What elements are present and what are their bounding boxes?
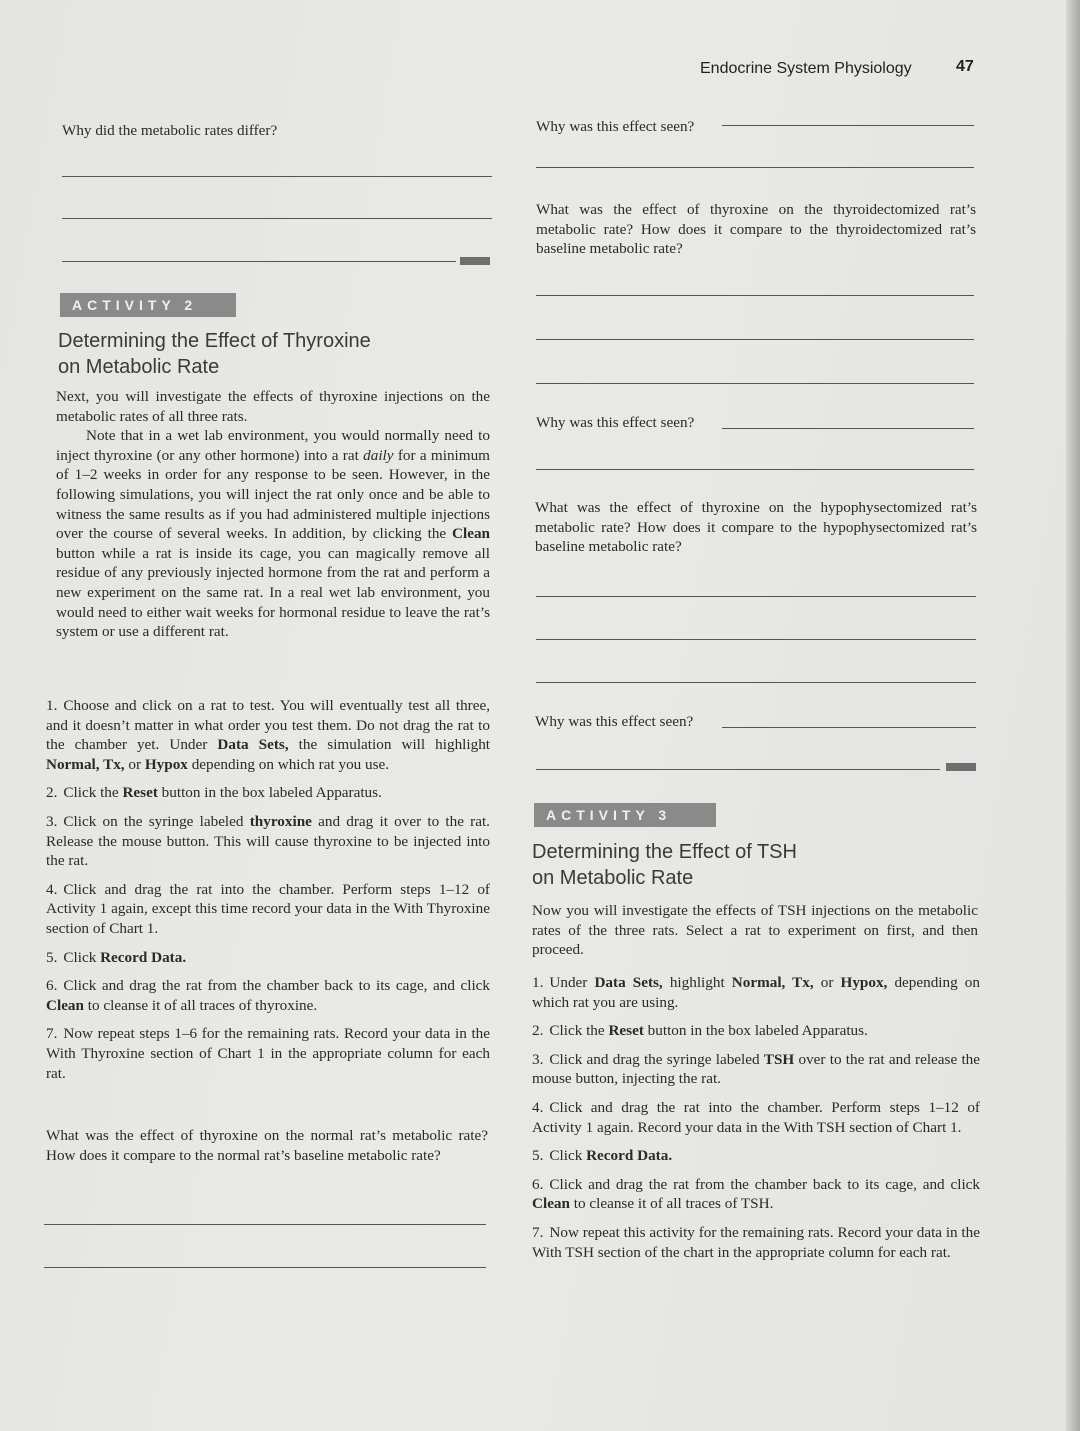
activity-2-title-line1: Determining the Effect of Thyroxine — [58, 330, 371, 352]
step-text: Click and drag the rat from the chamber back to its cage, and click — [549, 1175, 980, 1193]
step-bold: Normal, Tx, — [731, 974, 814, 991]
step-text: the simulation will highlight — [288, 736, 491, 754]
answer-line — [536, 167, 974, 168]
activity-2-title-line2: on Metabolic Rate — [58, 356, 220, 378]
activity-2-intro: Next, you will investigate the effects of thyroxine injections on the metabolic rates of all three rats. — [56, 388, 490, 425]
answer-line — [44, 1267, 486, 1268]
step-item — [532, 1021, 980, 1041]
answer-line — [44, 1224, 486, 1225]
step-text: or — [124, 755, 145, 773]
step-text: Click — [63, 948, 101, 966]
step-text: Click — [549, 1147, 587, 1165]
step-text: Choose and click on a rat to test. You will eventually test all three, and it doesn’t matter in what order you test them. Do not drag the rat to the chamber yet. Under — [46, 697, 490, 754]
step-bold: Clean — [46, 996, 84, 1014]
question-text: What was the effect of thyroxine on the hypophysectomized rat’s metabolic rate? How does it compare to the hypophysectomized rat’s baseline metabolic rate? — [535, 499, 977, 556]
step-bold: Reset — [608, 1022, 644, 1040]
step-number: 6. — [46, 977, 58, 995]
question-why-effect-1: Why was this effect seen? — [536, 118, 695, 135]
step-text: Under — [549, 974, 595, 991]
activity-3-intro — [532, 901, 978, 960]
step-text: and drag it over to the rat. Release the mouse button. This will cause thyroxine to be injected into the rat. — [46, 812, 490, 870]
answer-line — [62, 218, 492, 219]
step-text: button in the box labeled Apparatus. — [643, 1022, 868, 1040]
step-bold: Data Sets, — [594, 974, 663, 991]
step-text: highlight — [662, 974, 732, 991]
question-normal-rat — [46, 1126, 488, 1165]
step-text: Click and drag the rat into the chamber. Perform steps 1–12 of Activity 1 again. Record your data in the With TSH section of Chart 1. — [532, 1098, 980, 1136]
step-item — [532, 973, 980, 1012]
activity-2-note — [56, 426, 490, 642]
step-item — [46, 880, 490, 939]
step-text: to cleanse it of all traces of thyroxine. — [83, 996, 318, 1014]
answer-line — [536, 769, 940, 770]
step-item — [532, 1146, 980, 1166]
question-text: What was the effect of thyroxine on the thyroidectomized rat’s metabolic rate? How does it compare to the thyroidectomized rat’s baseline metabolic rate? — [536, 201, 976, 258]
step-text: depending on which rat you are using. — [532, 974, 980, 1011]
step-bold: Hypox, — [840, 974, 888, 991]
step-text: or — [813, 974, 841, 991]
step-text: over to the rat and release the mouse button, injecting the rat. — [532, 1050, 980, 1088]
step-bold: Record Data. — [586, 1147, 673, 1165]
note-emphasis: daily — [363, 446, 394, 464]
answer-line — [722, 727, 976, 728]
running-header: Endocrine System Physiology — [700, 60, 912, 77]
step-number: 7. — [46, 1025, 58, 1043]
answer-line — [536, 295, 974, 296]
step-bold: Reset — [122, 784, 158, 802]
activity-3-title-line1: Determining the Effect of TSH — [532, 841, 797, 863]
step-item — [532, 1223, 980, 1262]
step-item — [532, 1098, 980, 1137]
intro-text: Now you will investigate the effects of TSH injections on the metabolic rates of the three rats. Select a rat to experiment on first, and then proceed. — [532, 902, 978, 959]
step-bold: Hypox — [144, 755, 188, 773]
end-marker — [460, 257, 490, 265]
question-why-effect-2: Why was this effect seen? — [536, 414, 695, 431]
step-bold: Normal, Tx, — [46, 755, 125, 773]
page-edge — [1066, 0, 1080, 1431]
step-number: 6. — [532, 1175, 544, 1193]
step-bold: Clean — [532, 1195, 570, 1213]
step-text: Click the — [63, 784, 123, 802]
activity-3-label: ACTIVITY 3 — [534, 803, 716, 827]
activity-2-steps — [46, 696, 490, 1092]
question-metabolic-differ: Why did the metabolic rates differ? — [62, 122, 278, 139]
answer-line — [536, 596, 976, 597]
answer-line — [536, 639, 976, 640]
step-text: Click the — [549, 1022, 609, 1040]
activity-3-title — [532, 839, 797, 891]
activity-2-title — [58, 328, 371, 380]
activity-3-steps — [532, 973, 980, 1271]
step-item — [46, 696, 490, 774]
step-item — [532, 1050, 980, 1089]
step-number: 5. — [532, 1147, 544, 1165]
step-text: depending on which rat you use. — [187, 755, 390, 773]
step-item — [46, 976, 490, 1015]
step-item — [46, 948, 490, 968]
step-text: Click on the syringe labeled — [63, 812, 250, 830]
answer-line — [722, 125, 974, 126]
step-number: 1. — [532, 974, 544, 991]
step-text: Click and drag the rat from the chamber back to its cage, and click — [63, 977, 490, 995]
step-number: 4. — [46, 880, 58, 898]
step-bold: Record Data. — [100, 948, 187, 966]
step-number: 4. — [532, 1098, 544, 1116]
step-bold: TSH — [763, 1050, 795, 1068]
question-why-effect-3: Why was this effect seen? — [535, 713, 694, 730]
step-bold: Data Sets, — [217, 736, 289, 754]
answer-line — [62, 176, 492, 177]
step-number: 1. — [46, 697, 58, 714]
step-bold: thyroxine — [249, 812, 312, 830]
step-number: 3. — [532, 1050, 544, 1068]
step-text: Click and drag the syringe labeled — [549, 1050, 764, 1068]
activity-2-label: ACTIVITY 2 — [60, 293, 236, 317]
question-hypophysectomized — [535, 498, 977, 557]
question-text: What was the effect of thyroxine on the normal rat’s metabolic rate? How does it compare to the normal rat’s baseline metabolic rate? — [46, 1127, 488, 1164]
step-item — [46, 783, 490, 803]
step-text: to cleanse it of all traces of TSH. — [569, 1195, 774, 1213]
step-number: 2. — [46, 784, 58, 802]
answer-line — [722, 428, 974, 429]
activity-3-title-line2: on Metabolic Rate — [532, 867, 694, 889]
step-number: 3. — [46, 812, 58, 830]
step-item — [46, 812, 490, 871]
note-text: button while a rat is inside its cage, you can magically remove all residue of any previously injected hormone from the rat and perform a new experiment on the same rat. In a real wet lab environment, you would need to either wait weeks for hormonal residue to leave the rat’s system or use a different rat. — [56, 544, 490, 641]
answer-line — [536, 339, 974, 340]
note-text: Note that in a wet lab environment, you would normally need to inject thyroxine (or any other hormone) into a rat — [56, 427, 490, 464]
step-item — [532, 1175, 980, 1214]
step-number: 2. — [532, 1022, 544, 1040]
step-text: Click and drag the rat into the chamber. Perform steps 1–12 of Activity 1 again, except this time record your data in the With Thyroxine section of Chart 1. — [46, 880, 490, 937]
answer-line — [536, 469, 974, 470]
answer-line — [536, 383, 974, 384]
step-item — [46, 1024, 490, 1083]
activity-2-body — [56, 387, 490, 642]
answer-line — [536, 682, 976, 683]
answer-line — [62, 261, 456, 262]
note-bold: Clean — [452, 525, 490, 543]
step-number: 7. — [532, 1223, 544, 1241]
step-text: button in the box labeled Apparatus. — [157, 784, 382, 802]
note-text: for a minimum of 1–2 weeks in order for any response to be seen. However, in the following simulations, you will inject the rat only once and be able to witness the same results as if you had administered multiple injections over the course of several weeks. In addition, by clicking the — [56, 446, 490, 543]
question-thyroidectomized — [536, 200, 976, 259]
end-marker — [946, 763, 976, 771]
page-number: 47 — [956, 58, 974, 75]
step-number: 5. — [46, 948, 58, 966]
step-text: Now repeat this activity for the remaining rats. Record your data in the With TSH section of the chart in the appropriate column for each rat. — [532, 1223, 980, 1261]
step-text: Now repeat steps 1–6 for the remaining rats. Record your data in the With Thyroxine section of Chart 1 in the appropriate column for each rat. — [46, 1025, 490, 1082]
